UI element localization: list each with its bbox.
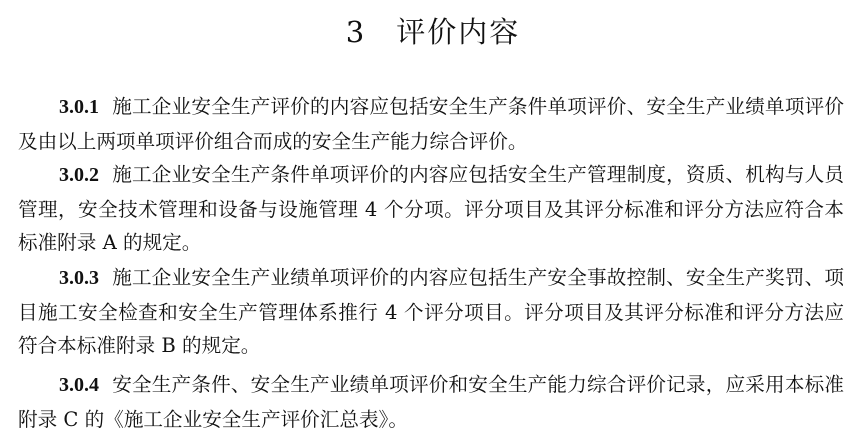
clause-text: 施工企业安全生产条件单项评价的内容应包括安全生产管理制度，资质、机构与人员管理，安全技术管理和设备与设施管理 4 个分项。评分项目及其评分标准和评分方法应符合本标准附录 A 的规定。: [18, 163, 844, 254]
section-title-text: 评价内容: [396, 15, 521, 49]
clause-text: 施工企业安全生产业绩单项评价的内容应包括生产安全事故控制、安全生产奖罚、项目施工安全检查和安全生产管理体系推行 4 个评分项目。评分项目及其评分标准和评分方法应符合本标准附录 B 的规定。: [18, 266, 844, 357]
clause-number: 3.0.2: [59, 164, 99, 186]
clause-text: 施工企业安全生产评价的内容应包括安全生产条件单项评价、安全生产业绩单项评价及由以上两项单项评价组合而成的安全生产能力综合评价。: [18, 95, 844, 153]
clause-text: 安全生产条件、安全生产业绩单项评价和安全生产能力综合评价记录，应采用本标准附录 C 的《施工企业安全生产评价汇总表》。: [18, 373, 844, 431]
clause-3-0-2: [18, 158, 844, 260]
clause-3-0-1: [18, 90, 844, 158]
clause-3-0-3: [18, 261, 844, 363]
clause-number: 3.0.1: [59, 96, 99, 118]
clause-number: 3.0.3: [59, 267, 99, 289]
section-number: 3: [345, 15, 367, 49]
clause-number: 3.0.4: [59, 374, 99, 396]
section-heading: [0, 12, 866, 52]
clause-3-0-4: [18, 368, 844, 436]
